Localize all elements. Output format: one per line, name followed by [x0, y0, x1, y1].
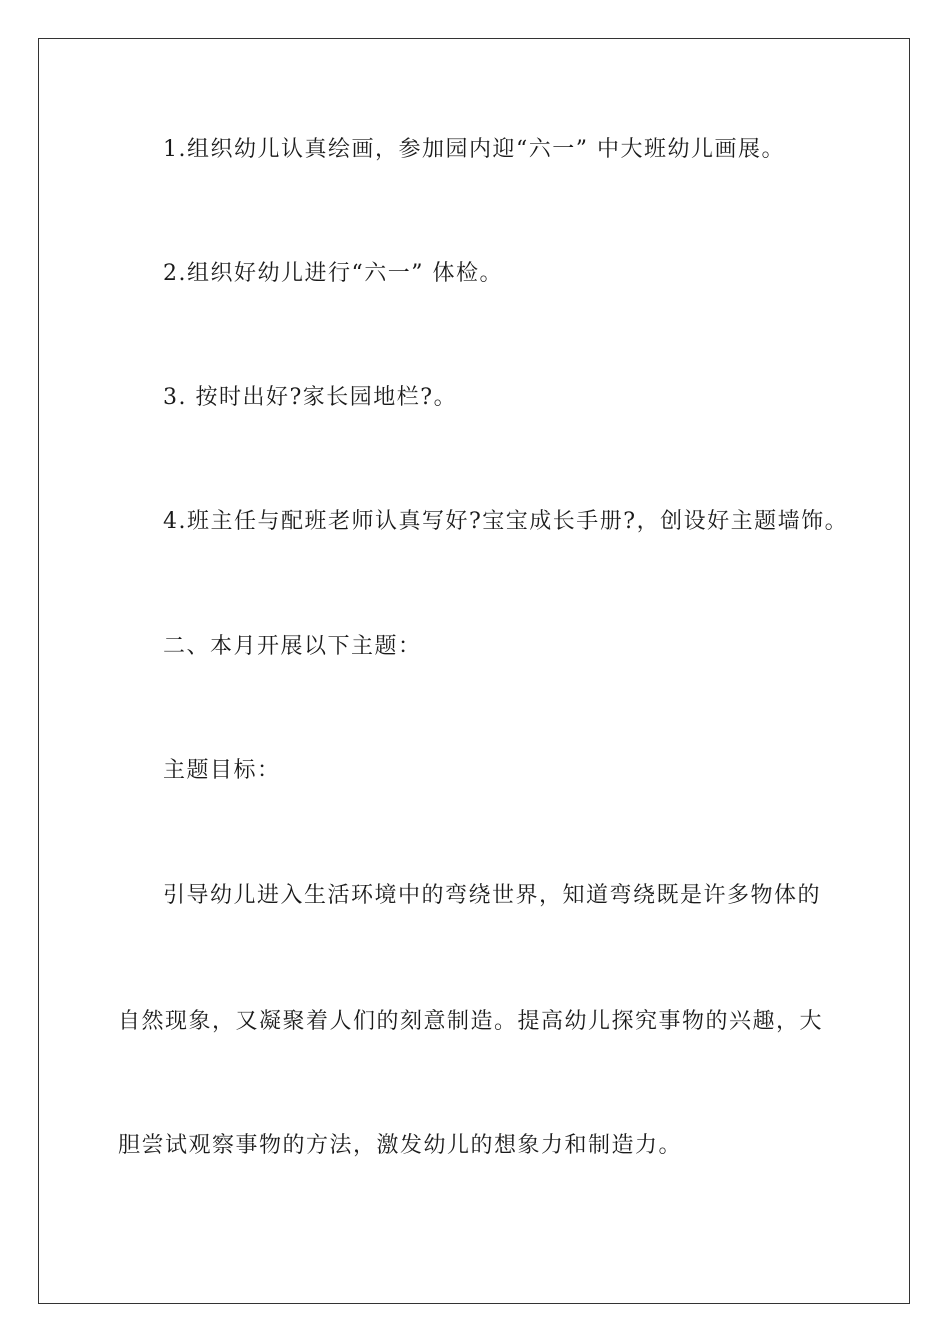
list-item-2: 2.组织好幼儿进行“六一” 体检。	[163, 261, 503, 286]
paragraph-line-3: 胆尝试观察事物的方法，激发幼儿的想象力和制造力。	[118, 1133, 683, 1158]
list-item-4: 4.班主任与配班老师认真写好?宝宝成长手册?，创设好主题墙饰。	[163, 509, 849, 534]
section-heading: 二、本月开展以下主题：	[163, 634, 422, 659]
list-item-3: 3. 按时出好?家长园地栏?。	[163, 385, 458, 410]
paragraph-line-1: 引导幼儿进入生活环境中的弯绕世界，知道弯绕既是许多物体的	[163, 883, 822, 908]
subheading: 主题目标：	[163, 758, 281, 783]
paragraph-line-2: 自然现象，又凝聚着人们的刻意制造。提高幼儿探究事物的兴趣，大	[118, 1009, 824, 1034]
page-border	[38, 38, 910, 1304]
list-item-1: 1.组织幼儿认真绘画，参加园内迎“六一” 中大班幼儿画展。	[163, 137, 785, 162]
